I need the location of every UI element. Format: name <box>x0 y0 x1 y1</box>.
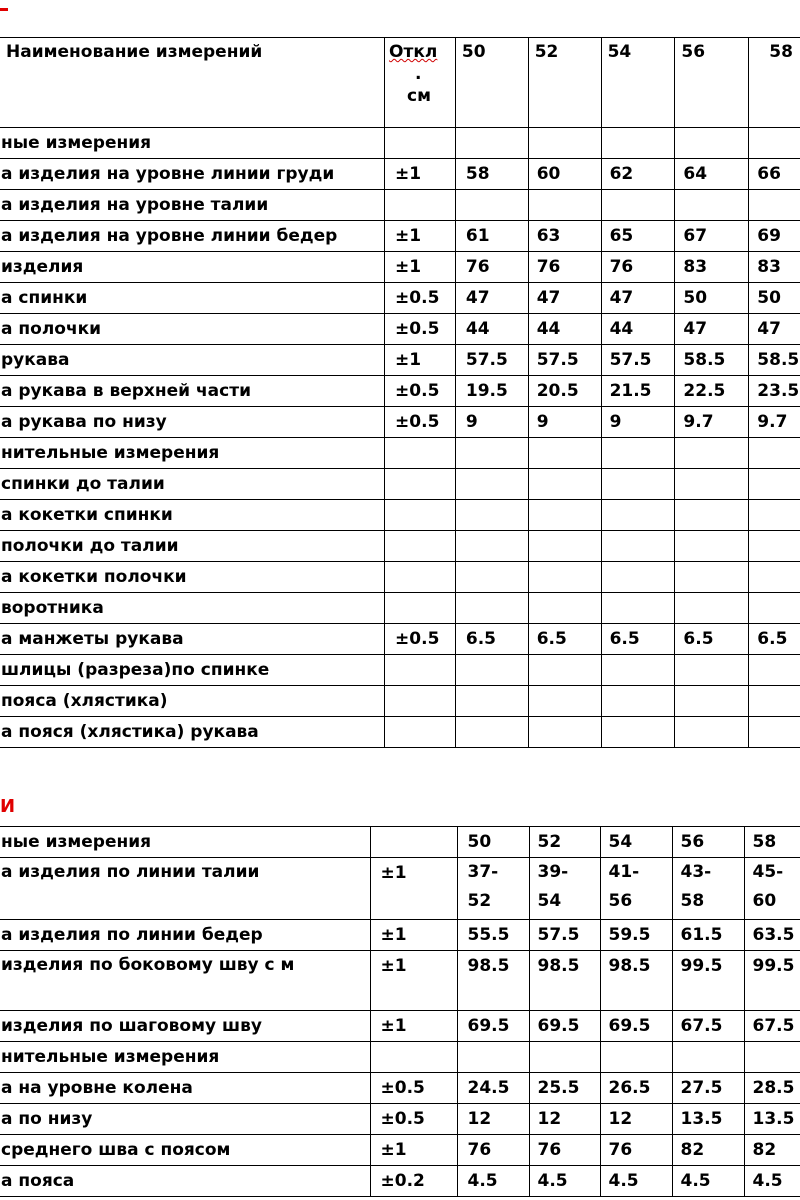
size-value-cell: 83 <box>675 252 749 283</box>
size-value-cell: 12 <box>457 1104 529 1135</box>
tolerance-cell <box>385 438 456 469</box>
measurement-name-cell: спинки до талии <box>0 469 385 500</box>
tolerance-cell: ±1 <box>385 345 456 376</box>
size-value-cell: 26.5 <box>600 1073 672 1104</box>
table-row <box>0 827 800 858</box>
size-value-cell: 6.5 <box>675 624 749 655</box>
measurement-name-cell: а изделия на уровне линии бедер <box>0 221 385 252</box>
red-corner-mark <box>0 8 8 11</box>
size-value-cell <box>749 655 800 686</box>
table-row <box>0 128 800 159</box>
tolerance-cell <box>385 190 456 221</box>
table-row <box>0 858 800 920</box>
size-value-cell <box>455 593 528 624</box>
tolerance-cell: ±0.2 <box>370 1166 457 1197</box>
size-value-cell <box>528 190 601 221</box>
size-value-cell <box>600 1042 672 1073</box>
size-value-cell <box>601 128 675 159</box>
size-value-cell <box>675 531 749 562</box>
size-value-cell <box>601 655 675 686</box>
size-value-cell: 61.5 <box>672 920 744 951</box>
tolerance-cell: ±1 <box>370 951 457 1011</box>
range-end: 56 <box>608 891 633 911</box>
size-value-cell <box>455 128 528 159</box>
size-value-cell: 50 <box>457 827 529 858</box>
table-row <box>0 624 800 655</box>
header-size: 56 <box>675 38 749 128</box>
tolerance-cell: ±0.5 <box>385 624 456 655</box>
size-value-cell <box>749 593 800 624</box>
size-value-cell: 76 <box>528 252 601 283</box>
size-value-cell: 9.7 <box>749 407 800 438</box>
size-value-cell <box>600 858 672 920</box>
size-value-cell <box>601 686 675 717</box>
size-value-cell <box>675 717 749 748</box>
tolerance-cell <box>385 469 456 500</box>
size-value-cell <box>601 562 675 593</box>
size-value-cell <box>675 128 749 159</box>
table-row <box>0 951 800 1011</box>
table-row <box>0 1135 800 1166</box>
header-tolerance <box>385 38 456 128</box>
size-value-cell <box>749 531 800 562</box>
table-row <box>0 920 800 951</box>
size-value-cell: 57.5 <box>528 345 601 376</box>
size-value-cell: 64 <box>675 159 749 190</box>
tolerance-cell: ±1 <box>385 159 456 190</box>
table-row <box>0 500 800 531</box>
size-value-cell <box>675 500 749 531</box>
size-value-cell: 47 <box>455 283 528 314</box>
size-value-cell <box>675 438 749 469</box>
size-value-cell: 47 <box>749 314 800 345</box>
section-marker: И <box>0 796 16 817</box>
size-value-cell: 27.5 <box>672 1073 744 1104</box>
size-value-cell <box>744 858 800 920</box>
size-value-cell <box>528 717 601 748</box>
size-value-cell: 13.5 <box>672 1104 744 1135</box>
tolerance-cell <box>385 562 456 593</box>
size-value-cell: 9.7 <box>675 407 749 438</box>
size-value-cell <box>457 1042 529 1073</box>
measurement-name-cell: среднего шва с поясом <box>0 1135 370 1166</box>
size-value-cell: 6.5 <box>601 624 675 655</box>
size-value-cell: 9 <box>528 407 601 438</box>
size-value-cell: 50 <box>675 283 749 314</box>
size-value-cell <box>675 469 749 500</box>
size-value-cell <box>601 469 675 500</box>
header-size: 50 <box>455 38 528 128</box>
size-value-cell: 6.5 <box>455 624 528 655</box>
table-row <box>0 1073 800 1104</box>
measurement-name-cell: нительные измерения <box>0 438 385 469</box>
table-row <box>0 314 800 345</box>
size-value-cell: 69.5 <box>529 1011 600 1042</box>
measurement-name-cell: а полочки <box>0 314 385 345</box>
tolerance-cell: ±1 <box>370 1011 457 1042</box>
tolerance-cell: ±1 <box>385 221 456 252</box>
header-tolerance-word: Откл <box>389 42 438 62</box>
size-value-cell <box>455 190 528 221</box>
size-value-cell <box>455 500 528 531</box>
size-value-cell: 99.5 <box>744 951 800 1011</box>
tolerance-cell: ±1 <box>385 252 456 283</box>
size-value-cell: 21.5 <box>601 376 675 407</box>
size-value-cell: 44 <box>528 314 601 345</box>
tolerance-cell <box>385 531 456 562</box>
measurement-name-cell: а рукава по низу <box>0 407 385 438</box>
size-value-cell: 4.5 <box>600 1166 672 1197</box>
size-value-cell: 12 <box>600 1104 672 1135</box>
range-end: 58 <box>680 891 705 911</box>
size-value-cell: 6.5 <box>749 624 800 655</box>
measurement-name-cell: а пояса <box>0 1166 370 1197</box>
size-value-cell: 4.5 <box>457 1166 529 1197</box>
measurement-name-cell: а изделия по линии талии <box>0 858 370 920</box>
table-row <box>0 190 800 221</box>
table-row <box>0 469 800 500</box>
size-value-cell: 57.5 <box>529 920 600 951</box>
size-value-cell <box>749 128 800 159</box>
tolerance-cell: ±0.5 <box>385 283 456 314</box>
size-value-cell <box>749 190 800 221</box>
tolerance-cell: ±1 <box>370 1135 457 1166</box>
size-value-cell: 4.5 <box>529 1166 600 1197</box>
tolerance-cell <box>385 500 456 531</box>
tolerance-cell: ±0.5 <box>385 407 456 438</box>
measurement-name-cell: изделия по боковому шву с м <box>0 951 370 1011</box>
table-row <box>0 345 800 376</box>
tolerance-cell <box>370 1042 457 1073</box>
size-value-cell: 58 <box>455 159 528 190</box>
table-row <box>0 1104 800 1135</box>
tolerance-cell <box>385 717 456 748</box>
tolerance-cell: ±0.5 <box>370 1073 457 1104</box>
size-value-cell: 69.5 <box>457 1011 529 1042</box>
size-value-cell: 98.5 <box>529 951 600 1011</box>
table-row <box>0 159 800 190</box>
size-value-cell <box>455 717 528 748</box>
size-value-cell <box>528 686 601 717</box>
measurement-name-cell: ные измерения <box>0 128 385 159</box>
size-value-cell: 4.5 <box>672 1166 744 1197</box>
measurement-name-cell: а пояся (хлястика) рукава <box>0 717 385 748</box>
table-row <box>0 531 800 562</box>
size-value-cell: 67 <box>675 221 749 252</box>
size-value-cell: 6.5 <box>528 624 601 655</box>
table-row <box>0 655 800 686</box>
size-value-cell: 63.5 <box>744 920 800 951</box>
size-value-cell: 47 <box>675 314 749 345</box>
size-value-cell: 98.5 <box>457 951 529 1011</box>
measurement-name-cell: а спинки <box>0 283 385 314</box>
table-row <box>0 1011 800 1042</box>
size-value-cell: 98.5 <box>600 951 672 1011</box>
measurement-name-cell: нительные измерения <box>0 1042 370 1073</box>
size-value-cell <box>672 858 744 920</box>
size-value-cell <box>601 531 675 562</box>
size-value-cell <box>675 655 749 686</box>
table-row <box>0 1042 800 1073</box>
size-value-cell: 58 <box>744 827 800 858</box>
size-value-cell <box>601 593 675 624</box>
size-value-cell: 69.5 <box>600 1011 672 1042</box>
table-row <box>0 283 800 314</box>
size-value-cell: 50 <box>749 283 800 314</box>
table-header-row <box>0 38 800 128</box>
size-value-cell <box>749 438 800 469</box>
measurement-name-cell: пояса (хлястика) <box>0 686 385 717</box>
table-row <box>0 438 800 469</box>
tolerance-cell <box>385 593 456 624</box>
size-value-cell: 76 <box>600 1135 672 1166</box>
range-start: 45- <box>752 862 784 882</box>
measurement-name-cell: а манжеты рукава <box>0 624 385 655</box>
size-value-cell <box>675 190 749 221</box>
size-value-cell <box>455 655 528 686</box>
size-value-cell <box>455 531 528 562</box>
size-value-cell: 47 <box>528 283 601 314</box>
size-value-cell: 52 <box>529 827 600 858</box>
size-value-cell <box>455 469 528 500</box>
range-start: 39- <box>537 862 569 882</box>
jacket-measurement-table <box>0 37 800 748</box>
size-value-cell <box>601 500 675 531</box>
size-value-cell <box>528 562 601 593</box>
table-row <box>0 252 800 283</box>
measurement-name-cell: изделия по шаговому шву <box>0 1011 370 1042</box>
measurement-name-cell: изделия <box>0 252 385 283</box>
measurement-name-cell: а рукава в верхней части <box>0 376 385 407</box>
size-value-cell <box>675 686 749 717</box>
size-value-cell: 44 <box>601 314 675 345</box>
size-value-cell <box>528 655 601 686</box>
size-value-cell <box>455 438 528 469</box>
size-value-cell: 12 <box>529 1104 600 1135</box>
size-value-cell: 28.5 <box>744 1073 800 1104</box>
size-value-cell: 19.5 <box>455 376 528 407</box>
range-start: 41- <box>608 862 640 882</box>
tolerance-cell <box>385 128 456 159</box>
range-start: 37- <box>467 862 499 882</box>
tolerance-cell: ±1 <box>370 858 457 920</box>
table-row <box>0 593 800 624</box>
size-value-cell: 62 <box>601 159 675 190</box>
size-value-cell: 24.5 <box>457 1073 529 1104</box>
size-value-cell <box>749 686 800 717</box>
tolerance-cell: ±0.5 <box>385 314 456 345</box>
header-measurement-name: Наименование измерений <box>0 38 385 128</box>
table-row <box>0 1166 800 1197</box>
size-value-cell: 59.5 <box>600 920 672 951</box>
size-value-cell: 67.5 <box>744 1011 800 1042</box>
header-size: 58 <box>749 38 800 128</box>
tolerance-cell <box>370 827 457 858</box>
size-value-cell: 76 <box>601 252 675 283</box>
size-value-cell: 63 <box>528 221 601 252</box>
size-value-cell: 58.5 <box>675 345 749 376</box>
tolerance-cell <box>385 686 456 717</box>
measurement-name-cell: а изделия по линии бедер <box>0 920 370 951</box>
size-value-cell: 76 <box>529 1135 600 1166</box>
size-value-cell <box>601 438 675 469</box>
size-value-cell: 9 <box>455 407 528 438</box>
size-value-cell <box>528 593 601 624</box>
size-value-cell: 58.5 <box>749 345 800 376</box>
size-value-cell: 55.5 <box>457 920 529 951</box>
size-value-cell: 57.5 <box>455 345 528 376</box>
measurement-name-cell: а на уровне колена <box>0 1073 370 1104</box>
measurement-name-cell: а по низу <box>0 1104 370 1135</box>
size-value-cell: 76 <box>457 1135 529 1166</box>
tolerance-cell <box>385 655 456 686</box>
table-row <box>0 221 800 252</box>
range-end: 52 <box>467 891 492 911</box>
tolerance-cell: ±1 <box>370 920 457 951</box>
size-value-cell <box>675 593 749 624</box>
size-value-cell <box>528 128 601 159</box>
size-value-cell <box>528 500 601 531</box>
measurement-name-cell: рукава <box>0 345 385 376</box>
size-value-cell: 82 <box>672 1135 744 1166</box>
size-value-cell: 76 <box>455 252 528 283</box>
size-value-cell <box>744 1042 800 1073</box>
size-value-cell <box>749 717 800 748</box>
size-value-cell <box>529 858 600 920</box>
size-value-cell <box>528 531 601 562</box>
range-start: 43- <box>680 862 712 882</box>
size-value-cell: 20.5 <box>528 376 601 407</box>
measurement-name-cell: а изделия на уровне линии груди <box>0 159 385 190</box>
measurement-name-cell: воротника <box>0 593 385 624</box>
size-value-cell <box>529 1042 600 1073</box>
table-row <box>0 686 800 717</box>
size-value-cell <box>749 500 800 531</box>
size-value-cell: 9 <box>601 407 675 438</box>
measurement-name-cell: полочки до талии <box>0 531 385 562</box>
table-row <box>0 407 800 438</box>
size-value-cell: 56 <box>672 827 744 858</box>
size-value-cell: 23.5 <box>749 376 800 407</box>
size-value-cell <box>601 190 675 221</box>
measurement-name-cell: а кокетки спинки <box>0 500 385 531</box>
size-value-cell <box>672 1042 744 1073</box>
measurement-name-cell: а кокетки полочки <box>0 562 385 593</box>
size-value-cell: 83 <box>749 252 800 283</box>
measurement-name-cell: шлицы (разреза)по спинке <box>0 655 385 686</box>
size-value-cell <box>601 717 675 748</box>
size-value-cell: 54 <box>600 827 672 858</box>
size-value-cell: 99.5 <box>672 951 744 1011</box>
header-tolerance-unit: см <box>407 86 432 106</box>
size-value-cell <box>455 686 528 717</box>
tolerance-cell: ±0.5 <box>385 376 456 407</box>
size-value-cell: 4.5 <box>744 1166 800 1197</box>
size-value-cell <box>749 562 800 593</box>
tolerance-cell: ±0.5 <box>370 1104 457 1135</box>
range-end: 54 <box>537 891 562 911</box>
trousers-measurement-table <box>0 826 800 1197</box>
size-value-cell <box>457 858 529 920</box>
size-value-cell: 66 <box>749 159 800 190</box>
size-value-cell: 44 <box>455 314 528 345</box>
table-row <box>0 717 800 748</box>
measurement-name-cell: а изделия на уровне талии <box>0 190 385 221</box>
range-end: 60 <box>752 891 777 911</box>
size-value-cell: 47 <box>601 283 675 314</box>
header-tolerance-dot: . <box>415 64 422 84</box>
size-value-cell <box>749 469 800 500</box>
size-value-cell: 25.5 <box>529 1073 600 1104</box>
size-value-cell <box>528 469 601 500</box>
size-value-cell: 57.5 <box>601 345 675 376</box>
header-size: 52 <box>528 38 601 128</box>
size-value-cell: 65 <box>601 221 675 252</box>
size-value-cell: 60 <box>528 159 601 190</box>
header-size: 54 <box>601 38 675 128</box>
size-value-cell <box>675 562 749 593</box>
table-row <box>0 562 800 593</box>
size-value-cell <box>528 438 601 469</box>
size-value-cell: 13.5 <box>744 1104 800 1135</box>
size-value-cell: 61 <box>455 221 528 252</box>
size-value-cell <box>455 562 528 593</box>
size-value-cell: 67.5 <box>672 1011 744 1042</box>
size-value-cell: 82 <box>744 1135 800 1166</box>
size-value-cell: 69 <box>749 221 800 252</box>
measurement-name-cell: ные измерения <box>0 827 370 858</box>
table-row <box>0 376 800 407</box>
size-value-cell: 22.5 <box>675 376 749 407</box>
